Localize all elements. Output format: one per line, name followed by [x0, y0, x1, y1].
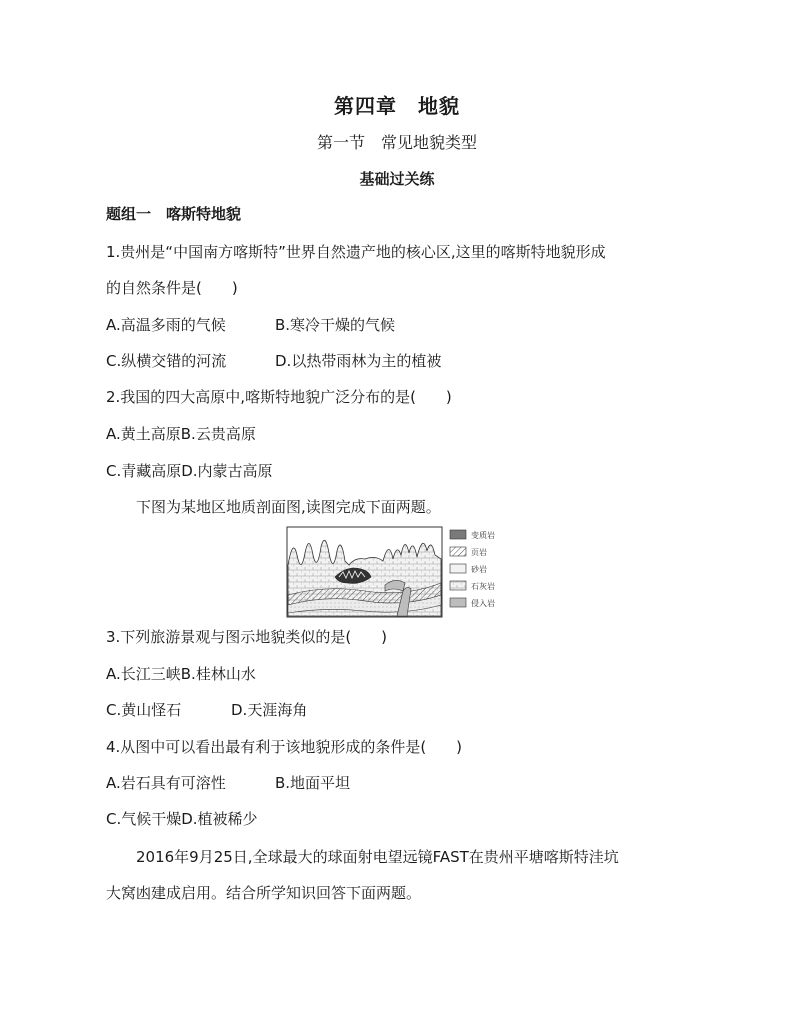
section-title: 第一节 常见地貌类型 [316, 133, 477, 152]
question-1-stem-line-2: 的自然条件是( ) [106, 279, 238, 297]
legend-label-limestone: 石灰岩 [471, 582, 495, 591]
question-3-option-c: C.黄山怪石 [106, 701, 182, 719]
question-1-stem-line-1: 1.贵州是“中国南方喀斯特”世界自然遗产地的核心区,这里的喀斯特地貌形成 [106, 243, 606, 261]
figure-intro: 下图为某地区地质剖面图,读图完成下面两题。 [136, 498, 441, 516]
question-2-stem: 2.我国的四大高原中,喀斯特地貌广泛分布的是( ) [106, 388, 452, 406]
cross-section-diagram [287, 527, 442, 617]
figure-legend [450, 530, 495, 608]
legend-item-shale [450, 547, 487, 557]
question-2-options-ab: A.黄土高原B.云贵高原 [106, 425, 256, 443]
geologic-cross-section-figure [285, 525, 520, 620]
question-4-option-a: A.岩石具有可溶性 [106, 774, 226, 792]
question-1-option-a: A.高温多雨的气候 [106, 316, 226, 334]
legend-item-limestone [450, 581, 495, 591]
question-1-option-c: C.纵横交错的河流 [106, 352, 227, 370]
question-1-option-b: B.寒冷干燥的气候 [275, 316, 396, 334]
question-group-title: 题组一 喀斯特地貌 [106, 205, 242, 223]
question-2-options-cd: C.青藏高原D.内蒙古高原 [106, 462, 273, 480]
fast-intro-line-1: 2016年9月25日,全球最大的球面射电望远镜FAST在贵州平塘喀斯特洼坑 [136, 848, 619, 866]
question-4-options-cd: C.气候干燥D.植被稀少 [106, 810, 258, 828]
question-4-stem: 4.从图中可以看出最有利于该地貌形成的条件是( ) [106, 738, 463, 756]
legend-item-metamorphic [450, 530, 495, 540]
legend-label-sandstone: 砂岩 [471, 565, 487, 574]
question-3-option-d: D.天涯海角 [231, 701, 308, 719]
question-3-options-ab: A.长江三峡B.桂林山水 [106, 665, 256, 683]
level-title: 基础过关练 [359, 170, 435, 188]
question-3-stem: 3.下列旅游景观与图示地貌类似的是( ) [106, 628, 388, 646]
legend-label-shale: 页岩 [471, 548, 487, 557]
legend-item-sandstone [450, 564, 487, 574]
chapter-title: 第四章 地貌 [334, 94, 460, 118]
legend-item-intrusive [450, 598, 495, 608]
fast-intro-line-2: 大窝凼建成启用。结合所学知识回答下面两题。 [106, 884, 422, 902]
legend-label-metamorphic: 变质岩 [471, 531, 495, 540]
question-4-option-b: B.地面平坦 [275, 774, 351, 792]
legend-label-intrusive: 侵入岩 [471, 599, 495, 608]
question-1-option-d: D.以热带雨林为主的植被 [275, 352, 442, 370]
